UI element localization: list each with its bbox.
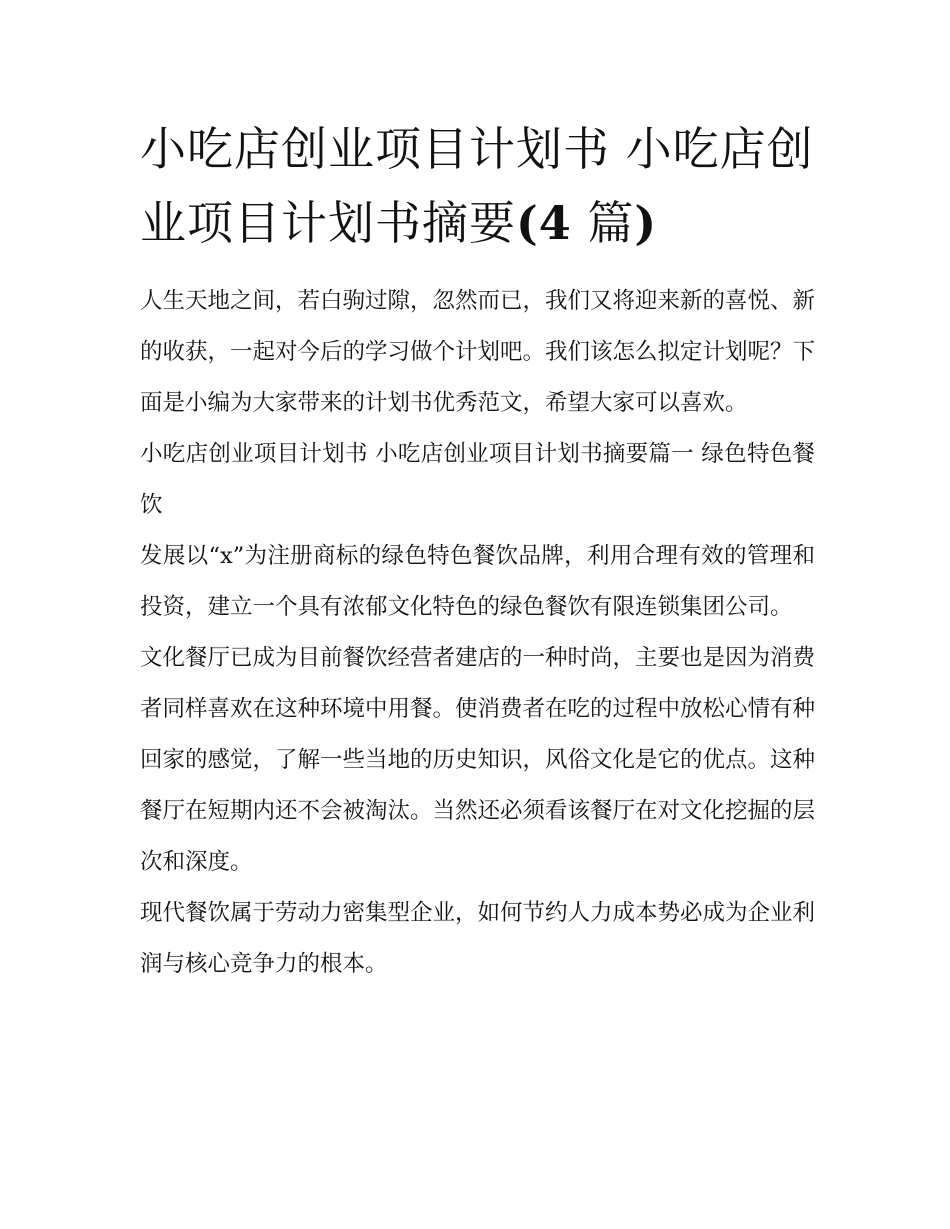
title-count-open: (4 (516, 196, 572, 250)
title-count-unit: 篇 (571, 196, 635, 250)
title-text: 小吃店创业项目计划书 小吃店创业项目计划书摘要 (140, 122, 814, 250)
section-heading: 小吃店创业项目计划书 小吃店创业项目计划书摘要篇一 绿色特色餐饮 (140, 441, 815, 518)
document-body (140, 276, 815, 990)
body-paragraph: 发展以“x”为注册商标的绿色特色餐饮品牌，利用合理有效的管理和投资，建立一个具有浓郁文化特色的绿色餐饮有限连锁集团公司。 (140, 543, 815, 620)
document-title (140, 112, 815, 260)
intro-paragraph: 人生天地之间，若白驹过隙，忽然而已，我们又将迎来新的喜悦、新的收获，一起对今后的学习做个计划吧。我们该怎么拟定计划呢？下面是小编为大家带来的计划书优秀范文，希望大家可以喜欢。 (140, 288, 816, 416)
body-paragraph: 现代餐饮属于劳动力密集型企业，如何节约人力成本势必成为企业利润与核心竞争力的根本。 (140, 900, 816, 977)
title-count-close: ) (634, 196, 658, 250)
body-paragraph: 文化餐厅已成为目前餐饮经营者建店的一种时尚，主要也是因为消费者同样喜欢在这种环境中用餐。使消费者在吃的过程中放松心情有种回家的感觉，了解一些当地的历史知识，风俗文化是它的优点。这种餐厅在短期内还不会被淘汰。当然还必须看该餐厅在对文化挖掘的层次和深度。 (140, 645, 816, 875)
document-content (140, 112, 815, 990)
